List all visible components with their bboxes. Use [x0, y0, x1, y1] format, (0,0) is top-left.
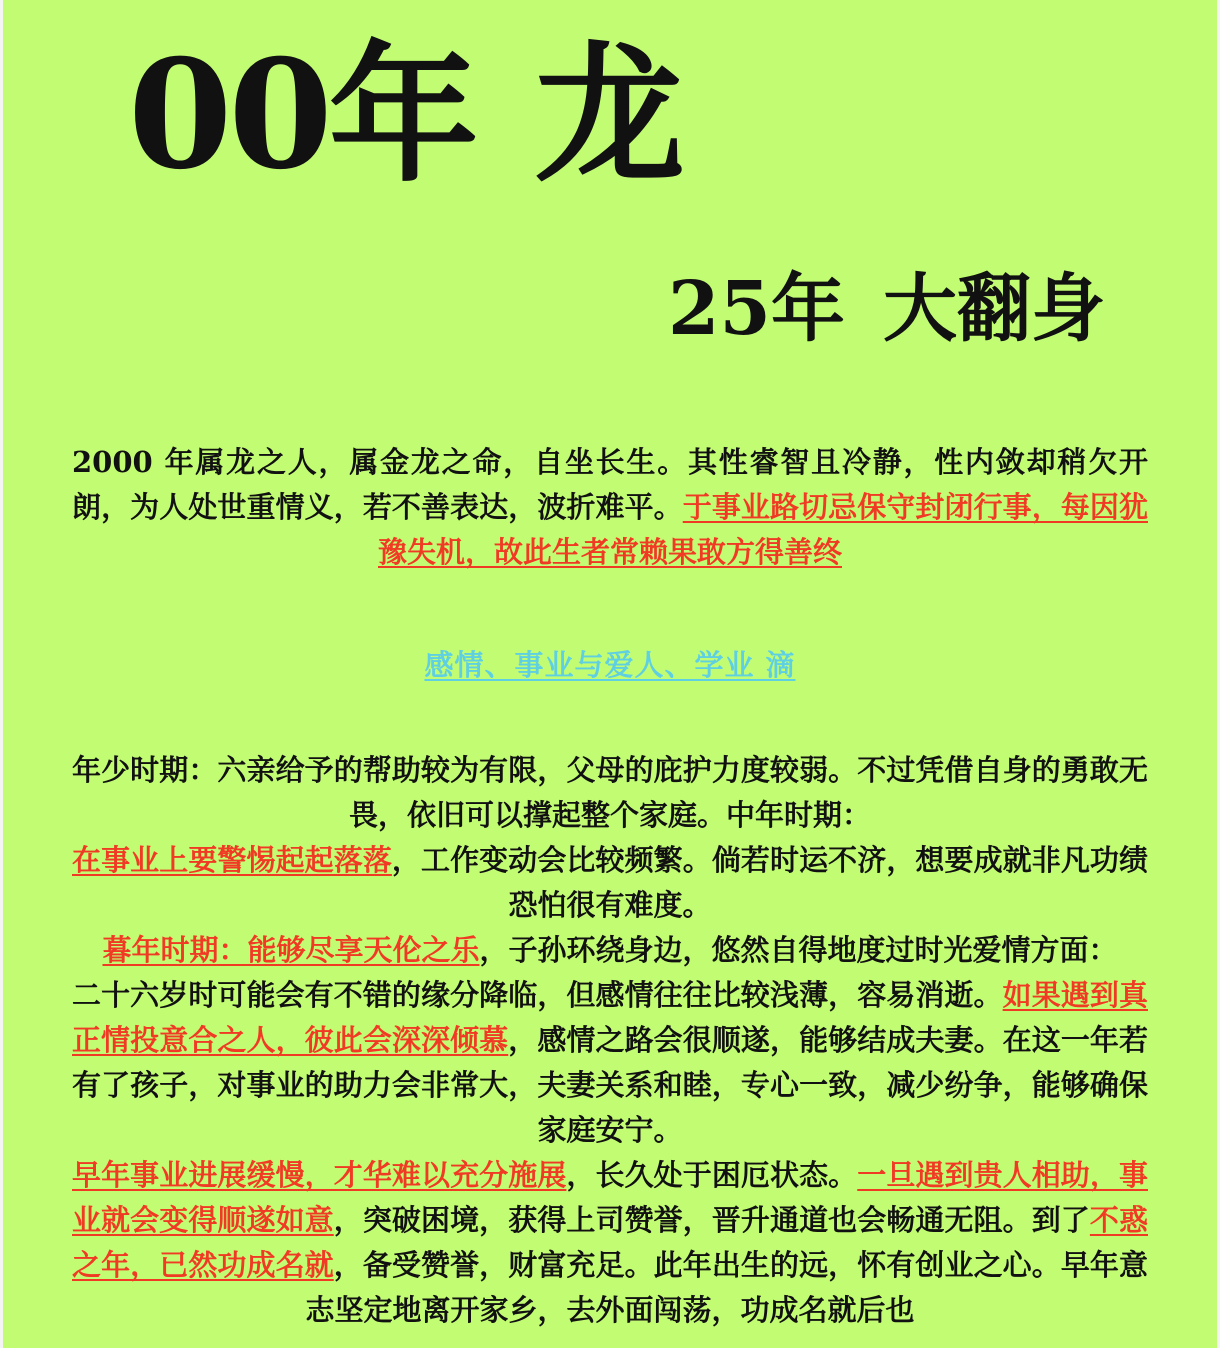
love-highlight: 如果遇到真正情投意合之人，彼此会深深倾慕 [72, 978, 1148, 1057]
career-text-1: ，长久处于困厄状态。 [566, 1158, 858, 1192]
left-edge [0, 0, 3, 1348]
intro-paragraph [72, 440, 1148, 575]
old-age-text: ，子孙环绕身边，悠然自得地度过时光爱情方面： [479, 933, 1118, 967]
career-text-3: ，备受赞誉，财富充足。此年出生的远，怀有创业之心。早年意志坚定地离开家乡，去外面闯荡，功成名就后也 [305, 1248, 1148, 1327]
main-title [128, 27, 681, 203]
intro-text: 2000 年属龙之人，属金龙之命，自坐长生。其性睿智且冷静，性内敛却稍欠开朗，为人处世重情义，若不善表达，波折难平。 [72, 445, 1148, 524]
career-highlight-1: 早年事业进展缓慢，才华难以充分施展 [72, 1158, 567, 1192]
career-text-2: ，突破困境，获得上司赞誉，晋升通道也会畅通无阻。到了 [333, 1203, 1090, 1237]
career-highlight-3: 不惑之年，已然功成名就 [72, 1203, 1148, 1282]
love-text-1: 二十六岁时可能会有不错的缘分降临，但感情往往比较浅薄，容易消逝。 [72, 978, 1003, 1012]
career-highlight-2: 一旦遇到贵人相助，事业就会变得顺遂如意 [72, 1158, 1148, 1237]
article-body [72, 440, 1148, 1333]
sub-title-year: 25年 [668, 266, 845, 352]
intro-highlight: 于事业路切忌保守封闭行事，每因犹豫失机，故此生者常赖果敢方得善终 [377, 490, 1148, 569]
youth-highlight: 在事业上要警惕起起落落 [72, 843, 392, 877]
main-title-year: 00年 [128, 27, 475, 203]
main-title-dragon: 龙 [534, 27, 681, 203]
old-age-paragraph [72, 928, 1148, 973]
sub-title-text: 大翻身 [882, 266, 1105, 352]
love-text-2: ，感情之路会很顺遂，能够结成夫妻。在这一年若有了孩子，对事业的助力会非常大，夫妻关系和睦，专心一致，减少纷争，能够确保家庭安宁。 [72, 1023, 1148, 1147]
youth-text-2: ，工作变动会比较频繁。倘若时运不济，想要成就非凡功绩恐怕很有难度。 [391, 843, 1148, 922]
old-age-highlight: 暮年时期：能够尽享天伦之乐 [102, 933, 480, 967]
sub-title [668, 266, 1105, 352]
youth-text-1: 年少时期：六亲给予的帮助较为有限，父母的庇护力度较弱。不过凭借自身的勇敢无畏，依旧可以撑起整个家庭。中年时期： [72, 753, 1148, 832]
love-paragraph [72, 973, 1148, 1153]
youth-paragraph [72, 748, 1148, 928]
career-paragraph [72, 1153, 1148, 1333]
section-link[interactable]: 感情、事业与爱人、学业 滴 [424, 648, 796, 682]
